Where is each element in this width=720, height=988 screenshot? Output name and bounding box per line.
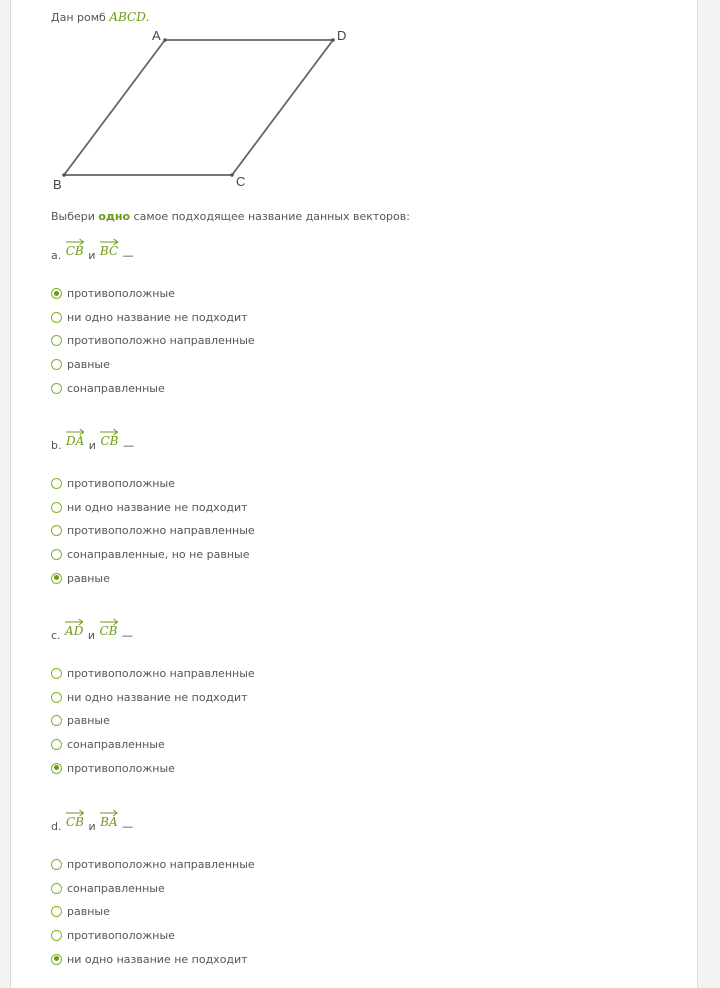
- radio-button[interactable]: [51, 288, 62, 299]
- rhombus-name: ABCD: [109, 10, 146, 24]
- question-letter: c.: [51, 629, 61, 642]
- question-line: [51, 809, 133, 835]
- intro-text: Дан ромб: [51, 11, 106, 24]
- option-label: противоположно направленные: [67, 858, 255, 872]
- radio-button[interactable]: [51, 312, 62, 323]
- radio-button[interactable]: [51, 383, 62, 394]
- option[interactable]: [51, 306, 255, 330]
- option[interactable]: [51, 853, 255, 877]
- radio-button[interactable]: [51, 763, 62, 774]
- radio-button[interactable]: [51, 859, 62, 870]
- radio-button[interactable]: [51, 525, 62, 536]
- label-b: B: [53, 177, 62, 192]
- option-label: противоположно направленные: [67, 334, 255, 348]
- vector-2: BA: [100, 809, 117, 829]
- conjunction: и: [88, 820, 96, 833]
- question-line: [51, 618, 133, 644]
- radio-button[interactable]: [51, 715, 62, 726]
- option-label: противоположные: [67, 287, 175, 301]
- option[interactable]: [51, 329, 255, 353]
- option-label: противоположные: [67, 929, 175, 943]
- option[interactable]: [51, 519, 255, 543]
- radio-button[interactable]: [51, 692, 62, 703]
- option-list: [51, 472, 255, 590]
- prompt-before: Выбери: [51, 210, 95, 223]
- option-label: противоположно направленные: [67, 524, 255, 538]
- vertex-c: [230, 173, 234, 177]
- radio-button[interactable]: [51, 668, 62, 679]
- prompt-after: самое подходящее название данных векторов:: [133, 210, 410, 223]
- option-label: ни одно название не подходит: [67, 310, 248, 324]
- option[interactable]: [51, 900, 255, 924]
- prompt: [51, 210, 410, 223]
- label-d: D: [337, 28, 347, 43]
- option[interactable]: [51, 353, 255, 377]
- radio-button[interactable]: [51, 930, 62, 941]
- intro-line: [51, 10, 149, 24]
- option-list: [51, 662, 255, 780]
- radio-button[interactable]: [51, 906, 62, 917]
- radio-button[interactable]: [51, 954, 62, 965]
- option-label: равные: [67, 571, 110, 585]
- option-label: равные: [67, 714, 110, 728]
- question-letter: b.: [51, 439, 62, 452]
- radio-button[interactable]: [51, 502, 62, 513]
- vector-2: CB: [100, 618, 118, 638]
- radio-button[interactable]: [51, 359, 62, 370]
- option[interactable]: [51, 472, 255, 496]
- option-list: [51, 282, 255, 400]
- option-label: сонаправленные: [67, 881, 165, 895]
- radio-button[interactable]: [51, 335, 62, 346]
- content-panel: [10, 0, 698, 988]
- option-label: ни одно название не подходит: [67, 500, 248, 514]
- vertex-a: [163, 38, 167, 42]
- vector-1: DA: [66, 428, 84, 448]
- conjunction: и: [87, 629, 95, 642]
- question-line: [51, 238, 134, 264]
- option[interactable]: [51, 686, 255, 710]
- option-label: противоположные: [67, 477, 175, 491]
- dash: —: [122, 629, 133, 642]
- prompt-highlight: одно: [98, 210, 131, 223]
- vector-2: BC: [100, 238, 118, 258]
- option-label: ни одно название не подходит: [67, 952, 248, 966]
- option-label: ни одно название не подходит: [67, 690, 248, 704]
- conjunction: и: [88, 249, 96, 262]
- option[interactable]: [51, 733, 255, 757]
- radio-button[interactable]: [51, 883, 62, 894]
- rhombus-outline: [64, 40, 333, 175]
- dash: —: [122, 820, 134, 833]
- option[interactable]: [51, 756, 255, 780]
- intro-period: .: [145, 11, 150, 24]
- option-label: сонаправленные: [67, 381, 165, 395]
- option-label: равные: [67, 358, 110, 372]
- dash: —: [122, 249, 134, 262]
- dash: —: [122, 439, 134, 452]
- radio-button[interactable]: [51, 573, 62, 584]
- radio-button[interactable]: [51, 549, 62, 560]
- question-letter: d.: [51, 820, 62, 833]
- vertex-d: [331, 38, 335, 42]
- option-label: противоположно направленные: [67, 667, 255, 681]
- option[interactable]: [51, 924, 255, 948]
- option-label: сонаправленные, но не равные: [67, 548, 250, 562]
- label-c: C: [236, 174, 246, 189]
- option-label: сонаправленные: [67, 738, 165, 752]
- option-list: [51, 853, 255, 971]
- option[interactable]: [51, 282, 255, 306]
- radio-button[interactable]: [51, 739, 62, 750]
- vector-1: AD: [65, 618, 83, 638]
- option[interactable]: [51, 877, 255, 901]
- question-letter: a.: [51, 249, 62, 262]
- question-line: [51, 428, 134, 454]
- vector-2: CB: [100, 428, 118, 448]
- vector-1: CB: [66, 809, 84, 829]
- option[interactable]: [51, 947, 255, 971]
- option[interactable]: [51, 566, 255, 590]
- vector-1: CB: [66, 238, 84, 258]
- option[interactable]: [51, 709, 255, 733]
- conjunction: и: [88, 439, 96, 452]
- option[interactable]: [51, 543, 255, 567]
- option-label: равные: [67, 905, 110, 919]
- option[interactable]: [51, 376, 255, 400]
- vertex-b: [62, 173, 66, 177]
- option[interactable]: [51, 662, 255, 686]
- option[interactable]: [51, 496, 255, 520]
- label-a: A: [152, 28, 161, 43]
- radio-button[interactable]: [51, 478, 62, 489]
- rhombus-figure: [49, 28, 369, 198]
- option-label: противоположные: [67, 761, 175, 775]
